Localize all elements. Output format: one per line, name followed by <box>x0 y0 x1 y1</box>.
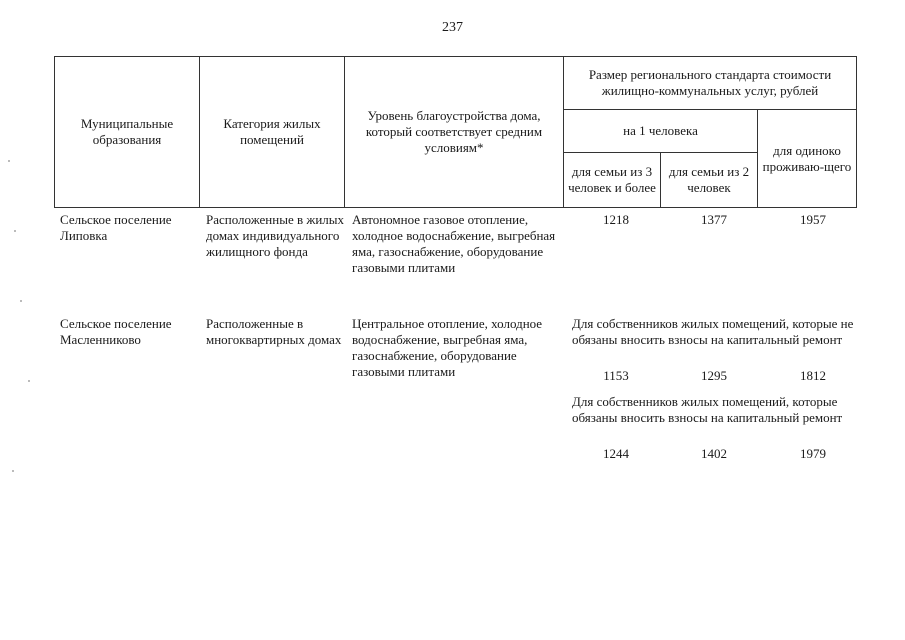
row2-group2-value-family3: 1244 <box>603 446 629 461</box>
row2-group1-value-family2: 1295 <box>701 368 727 383</box>
row2-comfort: Центральное отопление, холодное водоснабжение, выгребная яма, газоснабжение, оборудование газовыми плитами <box>352 316 543 379</box>
header-municipal: Муниципальные образования <box>55 57 200 208</box>
header-standard: Размер регионального стандарта стоимости жилищно-коммунальных услуг, рублей <box>564 57 857 110</box>
row2-group2-value-family2: 1402 <box>701 446 727 461</box>
row1-value-family3: 1218 <box>603 212 629 227</box>
scan-speck <box>12 470 14 472</box>
header-category: Категория жилых помещений <box>200 57 345 208</box>
row1-value-single: 1957 <box>800 212 826 227</box>
row2-group2-note: Для собственников жилых помещений, которые обязаны вносить взносы на капитальный ремонт <box>572 394 843 425</box>
row2-category: Расположенные в многоквартирных домах <box>206 316 342 347</box>
scan-speck <box>20 300 22 302</box>
row1-category: Расположенные в жилых домах индивидуального жилищного фонда <box>206 212 345 259</box>
page-number: 237 <box>442 20 463 35</box>
scan-speck <box>28 380 30 382</box>
row1-value-family2: 1377 <box>701 212 727 227</box>
row2-group1-value-family3: 1153 <box>603 368 629 383</box>
row2-municipal: Сельское поселение Масленниково <box>60 316 172 347</box>
header-comfort: Уровень благоустройства дома, который соответствует средним условиям* <box>345 57 564 208</box>
header-family2: для семьи из 2 человек <box>661 153 758 208</box>
row2-group1-value-single: 1812 <box>800 368 826 383</box>
row2-group1-note: Для собственников жилых помещений, которые не обязаны вносить взносы на капитальный ремонт <box>572 316 854 347</box>
header-per-person: на 1 человека <box>564 110 758 153</box>
table-header <box>54 56 857 208</box>
row1-comfort: Автономное газовое отопление, холодное водоснабжение, выгребная яма, газоснабжение, оборудование газовыми плитами <box>352 212 556 275</box>
scan-speck <box>8 160 10 162</box>
header-single: для одиноко проживаю-щего <box>758 110 857 208</box>
row2-group2-value-single: 1979 <box>800 446 826 461</box>
row1-municipal: Сельское поселение Липовка <box>60 212 172 243</box>
header-family3: для семьи из 3 человек и более <box>564 153 661 208</box>
scan-speck <box>14 230 16 232</box>
